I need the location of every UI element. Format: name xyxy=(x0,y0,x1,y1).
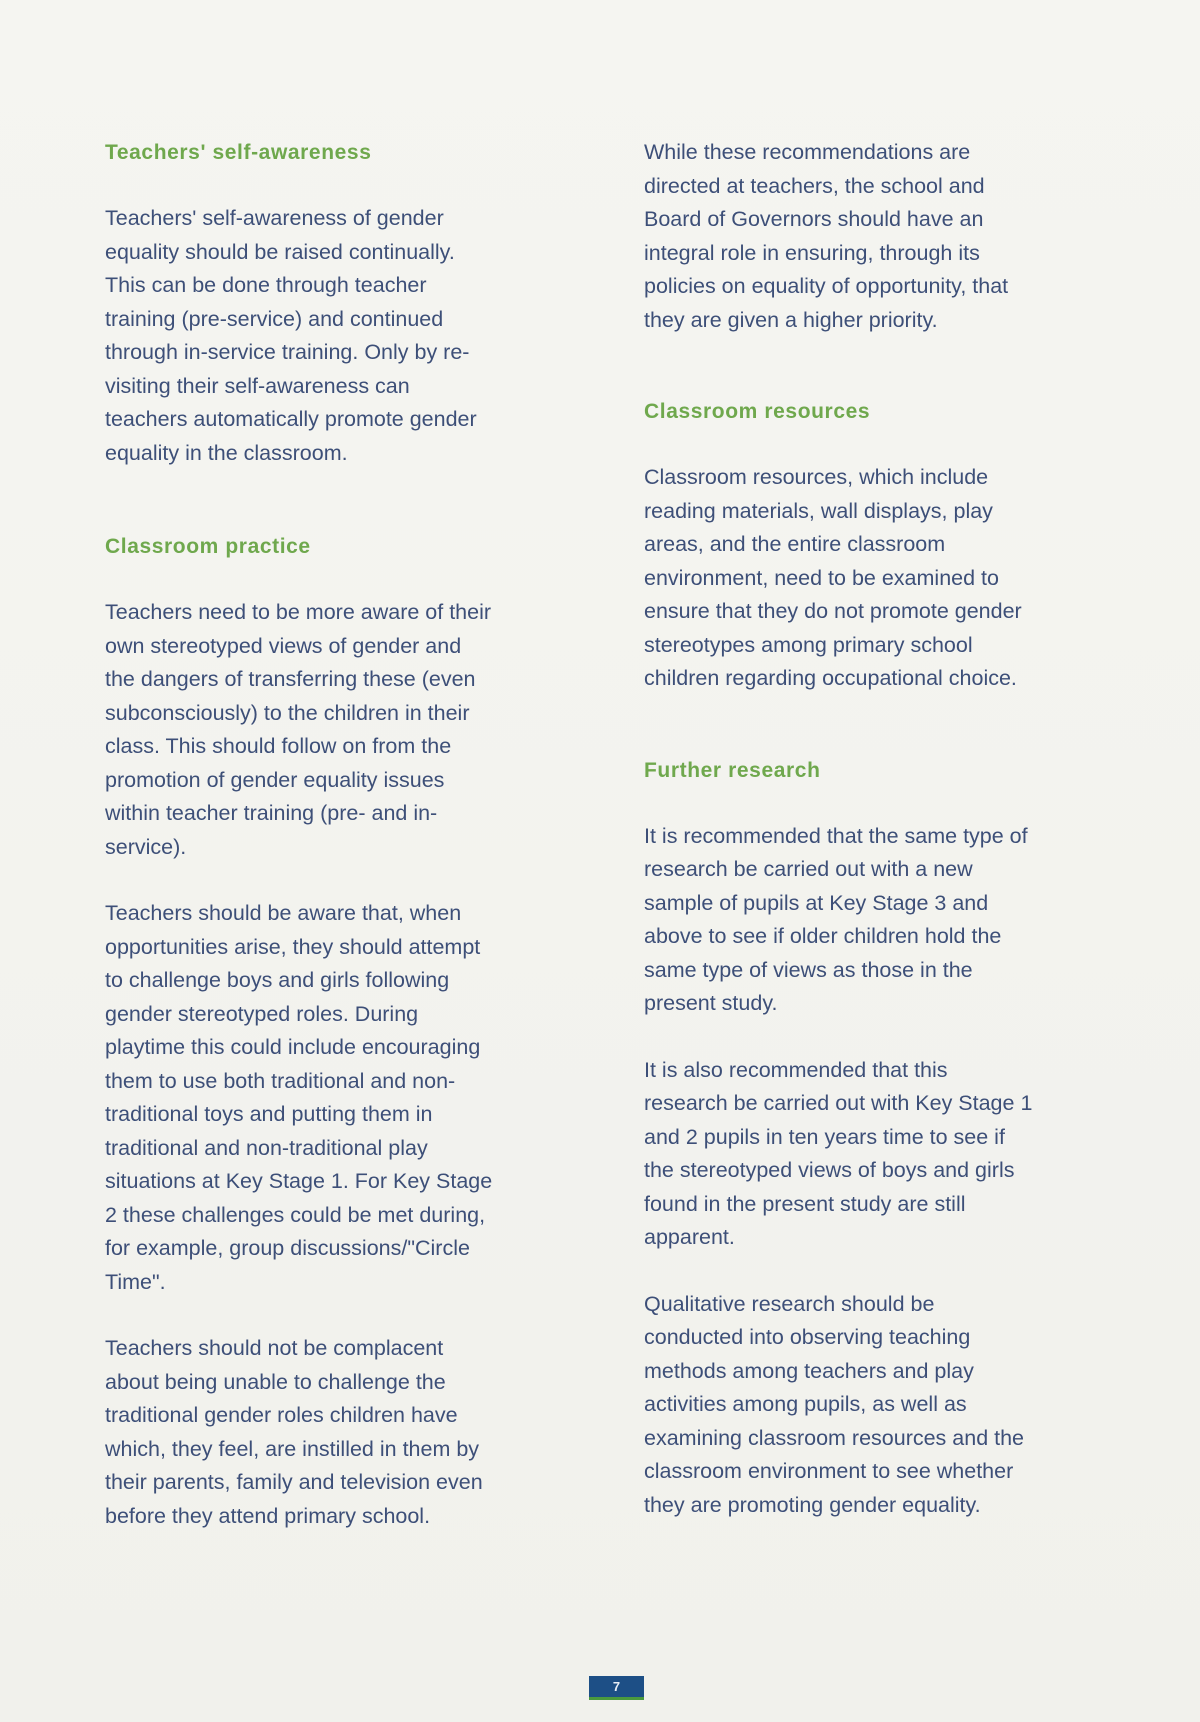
section-heading: Further research xyxy=(644,758,821,782)
body-paragraph: Teachers should be aware that, when opportunities arise, they should attempt to challenge boys and girls following gender stereotyped roles. During playtime this could include encouraging them to use both traditional and non- traditional toys and putting them in traditional and non-traditional play situations at Key Stage 1. For Key Stage 2 these challenges could be met during, for example, group discussions/"Circle Time". xyxy=(105,901,493,1294)
section-classroom-practice xyxy=(105,530,605,1533)
left-column xyxy=(105,136,605,1593)
body-paragraph: Teachers need to be more aware of their own stereotyped views of gender and the dangers of transferring these (even subconsciously) to the children in their class. This should follow on from the promotion of gender equality issues within teacher training (pre- and in- service). xyxy=(105,600,492,859)
body-paragraph: Classroom resources, which include reading materials, wall displays, play areas, and the entire classroom environment, need to be examined to ensure that they do not promote gender stereotypes among primary school children regarding occupational choice. xyxy=(644,465,1022,690)
body-paragraph: It is also recommended that this research be carried out with Key Stage 1 and 2 pupils in ten years time to see if the stereotyped views of boys and girls found in the present study are still apparent. xyxy=(644,1057,1033,1249)
body-paragraph: While these recommendations are directed at teachers, the school and Board of Governors should have an integral role in ensuring, through its policies on equality of opportunity, that they are given a higher priority. xyxy=(644,140,1009,332)
section-classroom-resources xyxy=(644,395,1134,696)
right-column xyxy=(644,136,1134,1580)
section-heading: Teachers' self-awareness xyxy=(105,141,372,164)
section-heading: Classroom resources xyxy=(644,400,871,423)
body-paragraph: Teachers' self-awareness of gender equality should be raised continually. This can be done through teacher training (pre-service) and continued through in-service training. Only by re- visiting their self-awareness can teachers automatically promote gender equality in the classroom. xyxy=(105,206,477,465)
section-intro xyxy=(644,136,1134,337)
body-paragraph: It is recommended that the same type of research be carried out with a new sample of pupils at Key Stage 3 and above to see if older children hold the same type of views as those in the present study. xyxy=(644,823,1028,1015)
section-further-research xyxy=(644,754,1134,1523)
page-number: 7 xyxy=(589,1676,644,1700)
body-paragraph: Teachers should not be complacent about being unable to challenge the traditional gender roles children have which, they feel, are instilled in them by their parents, family and television even before they attend primary school. xyxy=(105,1336,483,1528)
body-paragraph: Qualitative research should be conducted into observing teaching methods among teachers and play activities among pupils, as well as examining classroom resources and the classroom environment to see whether they are promoting gender equality. xyxy=(644,1291,1025,1517)
section-heading: Classroom practice xyxy=(105,535,311,558)
section-teachers-self-awareness xyxy=(105,136,605,470)
